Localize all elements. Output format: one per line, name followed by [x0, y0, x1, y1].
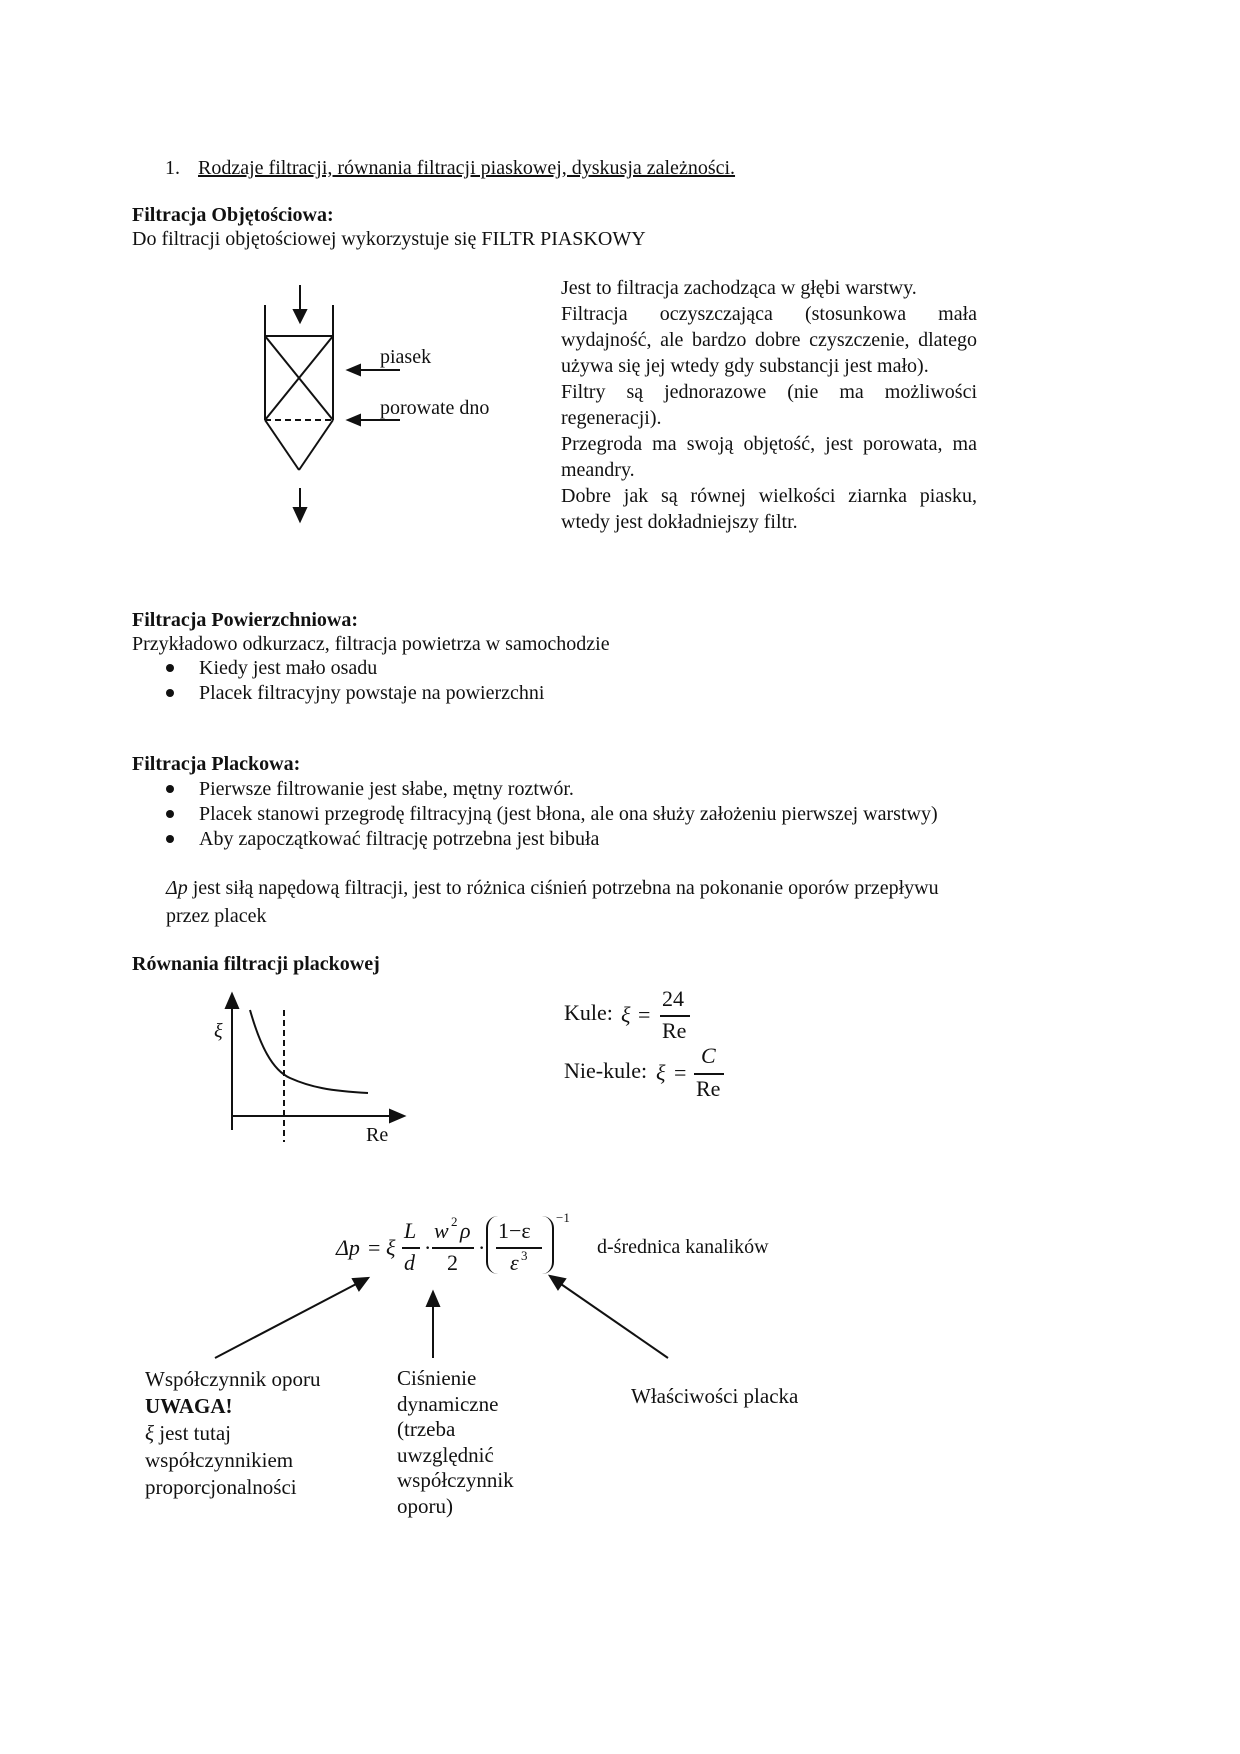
formula-one-minus-eps: 1−ε: [498, 1218, 531, 1243]
volume-paragraph: Filtry są jednorazowe (nie ma możliwości regeneracji).: [561, 381, 977, 429]
pressure-annotation: [397, 1366, 514, 1519]
resistance-warning: UWAGA!: [145, 1394, 233, 1418]
pressure-line: Ciśnienie: [397, 1366, 477, 1390]
resistance-line: [145, 1420, 321, 1447]
fraction-bar: [432, 1247, 474, 1249]
nonspheres-label: Nie-kule:: [564, 1058, 648, 1083]
bullet-dot: [166, 689, 174, 697]
surface-bullet: Kiedy jest mało osadu: [199, 657, 378, 679]
formula-lhs: Δp: [336, 1235, 360, 1260]
bullet-dot: [166, 835, 174, 843]
volume-paragraph: Jest to filtracja zachodząca w głębi warstwy.: [561, 277, 917, 299]
fraction-bar: [694, 1073, 724, 1075]
cake-arrow: [558, 1282, 668, 1358]
dp-symbol: Δp: [166, 877, 188, 899]
spheres-label: Kule:: [564, 1000, 613, 1025]
formula-w: w: [434, 1218, 449, 1243]
spheres-numerator: 24: [662, 986, 684, 1011]
pressure-line: oporu): [397, 1493, 453, 1518]
pressure-line: uwzględnić: [397, 1442, 494, 1467]
xi-curve: [250, 1010, 368, 1093]
formula-outer-exp: −1: [556, 1210, 570, 1225]
surface-bullet: Placek filtracyjny powstaje na powierzchni: [199, 682, 545, 704]
section-cake-title: Filtracja Plackowa:: [132, 753, 301, 775]
resistance-line: Współczynnik oporu: [145, 1367, 321, 1391]
resistance-line: proporcjonalności: [145, 1475, 297, 1499]
section-surface-intro: Przykładowo odkurzacz, filtracja powietrza w samochodzie: [132, 633, 610, 655]
fraction-bar: [660, 1015, 690, 1017]
nonspheres-denominator: Re: [696, 1076, 721, 1101]
bullet-dot: [166, 785, 174, 793]
resistance-arrow: [215, 1282, 360, 1358]
annotation-arrows: [200, 1270, 680, 1370]
section-surface-title: Filtracja Powierzchniowa:: [132, 609, 359, 631]
formula-w-exp: 2: [451, 1214, 458, 1229]
inflow-arrowhead: [294, 310, 306, 322]
formula-rho: ρ: [460, 1218, 471, 1243]
resistance-xi: ξ: [145, 1421, 154, 1445]
funnel-left: [265, 420, 299, 470]
fraction-bar: [402, 1247, 420, 1249]
resistance-line3: jest tutaj: [154, 1421, 231, 1445]
bullet-dot: [166, 664, 174, 672]
formula-xi: ξ: [386, 1235, 396, 1260]
nonspheres-xi: ξ: [656, 1060, 666, 1085]
spheres-eq: =: [638, 1002, 651, 1027]
section-volume-intro: Do filtracji objętościowej wykorzystuje się FILTR PIASKOWY: [132, 228, 646, 250]
fraction-bar: [496, 1247, 542, 1249]
formula-eps-exp: 3: [521, 1248, 528, 1263]
label-piasek: piasek: [380, 346, 432, 368]
outflow-arrowhead: [294, 508, 306, 521]
cake-bullet: Pierwsze filtrowanie jest słabe, mętny roztwór.: [199, 778, 574, 800]
formula-L: L: [404, 1218, 417, 1243]
formula-eps: ε: [510, 1250, 519, 1275]
volume-paragraph: Filtracja oczyszczająca (stosunkowa mała wydajność, ale bardzo dobre czyszczenie, dlatego używa się jej wtedy gdy substancji jest mało).: [561, 303, 977, 377]
equations-title: Równania filtracji plackowej: [132, 953, 380, 975]
volume-paragraph: Dobre jak są równej wielkości ziarnka piasku, wtedy jest dokładniejszy filtr.: [561, 485, 977, 533]
volume-paragraph: Przegroda ma swoją objętość, jest porowata, ma meandry.: [561, 433, 977, 481]
cake-bullet: Placek stanowi przegrodę filtracyjną (jest błona, ale ona służy założeniu pierwszej warstwy): [199, 803, 938, 825]
formula-d: d: [404, 1250, 415, 1275]
cake-bullet: Aby zapoczątkować filtrację potrzebna jest bibuła: [199, 828, 600, 850]
volume-description: [561, 275, 977, 535]
graph-x-label: Re: [366, 1124, 389, 1146]
resistance-line: współczynnikiem: [145, 1448, 294, 1472]
pressure-line: współczynnik: [397, 1468, 514, 1492]
formula-eq: =: [368, 1235, 381, 1260]
graph-y-label: ξ: [214, 1020, 223, 1042]
heading-number: 1.: [165, 157, 180, 179]
formula-dot: ·: [424, 1235, 432, 1260]
funnel-right: [299, 420, 333, 470]
pressure-line: (trzeba: [397, 1417, 456, 1441]
spheres-denominator: Re: [662, 1018, 687, 1043]
formula-dot: ·: [478, 1235, 486, 1260]
pressure-line: dynamiczne: [397, 1391, 499, 1416]
paren-left: [486, 1216, 498, 1274]
paren-right: [542, 1216, 554, 1274]
d-note: d-średnica kanalików: [597, 1236, 769, 1258]
label-porowate-dno: porowate dno: [380, 397, 490, 419]
dp-text-line2: przez placek: [166, 905, 267, 927]
formula-two: 2: [447, 1250, 458, 1275]
spheres-xi: ξ: [621, 1002, 631, 1027]
section-volume-title: Filtracja Objętościowa:: [132, 204, 334, 226]
dp-description: [166, 877, 939, 900]
nonspheres-eq: =: [674, 1060, 687, 1085]
bullet-dot: [166, 810, 174, 818]
heading-title: Rodzaje filtracji, równania filtracji piaskowej, dyskusja zależności.: [198, 157, 736, 179]
dp-text-line1: jest siłą napędową filtracji, jest to różnica ciśnień potrzebna na pokonanie oporów przepływu: [187, 877, 939, 899]
cake-annotation: Właściwości placka: [631, 1384, 799, 1408]
nonspheres-numerator: C: [701, 1043, 716, 1068]
resistance-annotation: [145, 1366, 321, 1501]
